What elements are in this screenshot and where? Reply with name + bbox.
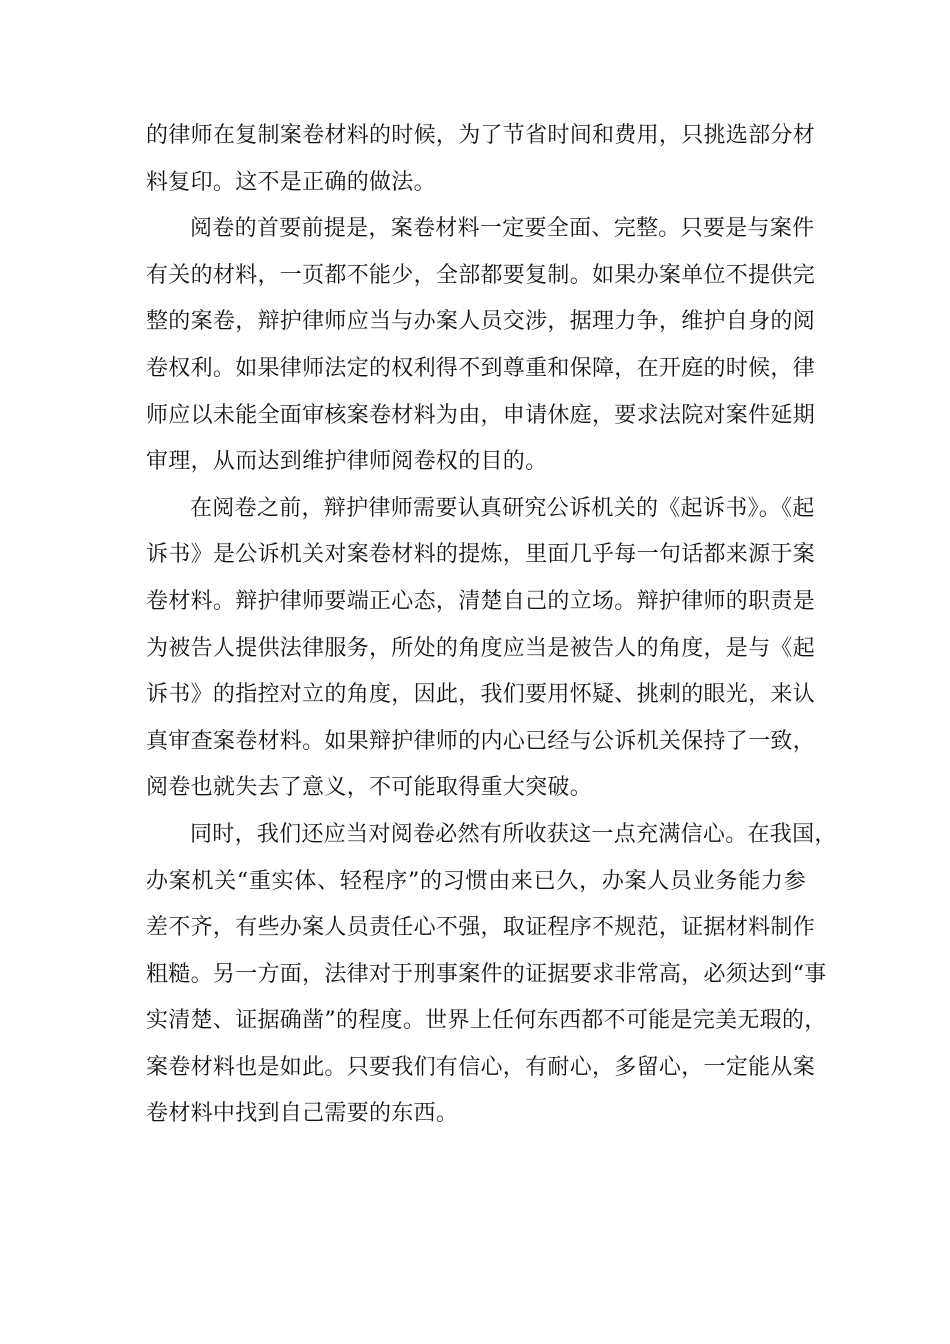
text-line: 整的案卷，辩护律师应当与办案人员交涉，据理力争，维护自身的阅 xyxy=(146,309,816,335)
text-line: 粗糙。另一方面，法律对于刑事案件的证据要求非常高，必须达到“事 xyxy=(146,961,827,987)
text-line: 差不齐，有些办案人员责任心不强，取证程序不规范，证据材料制作 xyxy=(146,915,816,941)
text-line: 卷材料中找到自己需要的东西。 xyxy=(146,1101,459,1127)
text-line: 同时，我们还应当对阅卷必然有所收获这一点充满信心。在我国， xyxy=(190,821,837,847)
text-line: 真审查案卷材料。如果辩护律师的内心已经与公诉机关保持了一致， xyxy=(146,728,816,754)
text-line: 有关的材料，一页都不能少，全部都要复制。如果办案单位不提供完 xyxy=(146,262,816,288)
text-line: 办案机关“重实体、轻程序”的习惯由来已久，办案人员业务能力参 xyxy=(146,868,806,894)
text-line: 阅卷的首要前提是，案卷材料一定要全面、完整。只要是与案件 xyxy=(190,216,815,242)
text-line: 诉书》是公诉机关对案卷材料的提炼，里面几乎每一句话都来源于案 xyxy=(146,542,816,568)
body-text xyxy=(146,113,837,1138)
paragraph xyxy=(146,486,816,812)
text-line: 阅卷也就失去了意义，不可能取得重大突破。 xyxy=(146,775,593,801)
text-line: 在阅卷之前，辩护律师需要认真研究公诉机关的《起诉书》。《起 xyxy=(190,495,815,521)
text-line: 为被告人提供法律服务，所处的角度应当是被告人的角度，是与《起 xyxy=(146,635,816,661)
text-line: 的律师在复制案卷材料的时候，为了节省时间和费用，只挑选部分材 xyxy=(146,123,816,148)
text-line: 师应以未能全面审核案卷材料为由，申请休庭，要求法院对案件延期 xyxy=(146,402,816,428)
text-line: 卷材料。辩护律师要端正心态，清楚自己的立场。辩护律师的职责是 xyxy=(146,588,816,614)
paragraph xyxy=(146,812,837,1138)
text-line: 卷权利。如果律师法定的权利得不到尊重和保障，在开庭的时候，律 xyxy=(146,355,816,381)
text-line: 案卷材料也是如此。只要我们有信心，有耐心，多留心，一定能从案 xyxy=(146,1054,816,1080)
paragraph xyxy=(146,206,816,486)
text-line: 审理，从而达到维护律师阅卷权的目的。 xyxy=(146,449,548,475)
text-line: 诉书》的指控对立的角度，因此，我们要用怀疑、挑刺的眼光，来认 xyxy=(146,682,816,708)
text-line: 料复印。这不是正确的做法。 xyxy=(146,169,436,195)
paragraph xyxy=(146,113,816,206)
text-line: 实清楚、证据确凿”的程度。世界上任何东西都不可能是完美无瑕的， xyxy=(146,1008,827,1034)
